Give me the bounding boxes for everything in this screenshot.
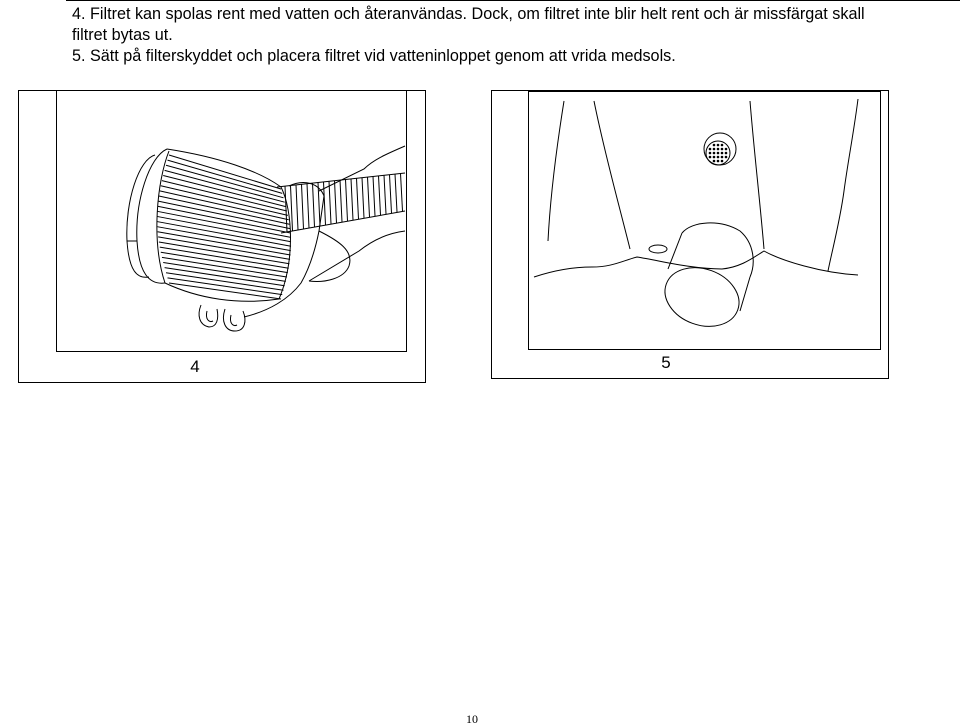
hand-holding-filter-illustration	[19, 91, 427, 384]
figure-5-panel	[491, 90, 889, 379]
step-4-text-line-2: filtret bytas ut.	[72, 26, 173, 44]
figure-5-label: 5	[661, 353, 671, 372]
top-rule	[66, 0, 960, 1]
page-number: 10	[466, 712, 478, 726]
filter-at-water-inlet-illustration	[492, 91, 890, 380]
step-4-text-line-1: 4. Filtret kan spolas rent med vatten och återanvändas. Dock, om filtret inte blir helt rent och är missfärgat skall	[72, 5, 865, 23]
figure-4-panel	[18, 90, 426, 383]
figure-4-label: 4	[190, 357, 200, 376]
filter-cylinder	[657, 223, 753, 336]
step-5-text: 5. Sätt på filterskyddet och placera filtret vid vatteninloppet genom att vrida medsols.	[72, 47, 676, 65]
water-inlet	[704, 133, 736, 165]
